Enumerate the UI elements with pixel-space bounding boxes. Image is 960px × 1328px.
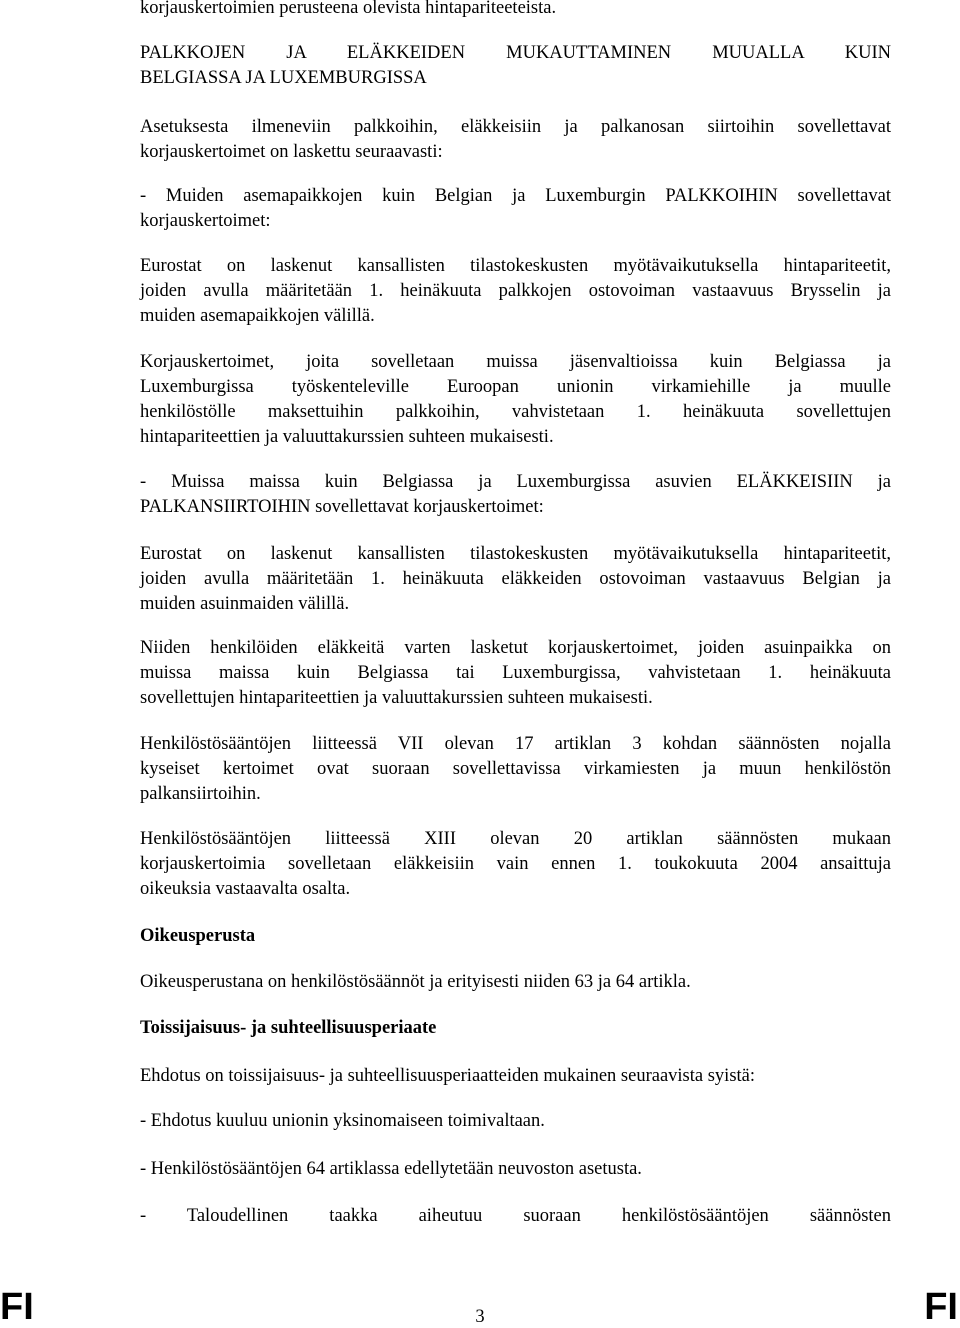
list-item: - Henkilöstösääntöjen 64 artiklassa edellytetään neuvoston asetusta. [140, 1159, 642, 1179]
text-line: Luxemburgissa työskenteleville Euroopan unionin virkamiehille ja muulle [140, 377, 891, 397]
text-line: oikeuksia vastaavalta osalta. [140, 879, 351, 899]
text-line: - Muiden asemapaikkojen kuin Belgian ja Luxemburgin PALKKOIHIN sovellettavat [140, 186, 891, 206]
text-line: korjauskertoimet on laskettu seuraavasti: [140, 142, 443, 162]
text-line: korjauskertoimia sovelletaan eläkkeisiin vain ennen 1. toukokuuta 2004 ansaittuja [140, 854, 891, 874]
text-line: Ehdotus on toissijaisuus- ja suhteellisuusperiaatteiden mukainen seuraavista syistä: [140, 1066, 756, 1086]
section-heading: BELGIASSA JA LUXEMBURGISSA [140, 68, 427, 88]
text-line: sovellettujen hintapariteettien ja valuuttakurssien suhteen mukaisesti. [140, 688, 653, 708]
text-line: kyseiset kertoimet ovat suoraan sovellettavissa virkamiesten ja muun henkilöstön [140, 759, 891, 779]
text-line: muiden asuinmaiden välillä. [140, 594, 350, 614]
list-item: - Taloudellinen taakka aiheutuu suoraan henkilöstösääntöjen säännösten [140, 1206, 891, 1226]
text-line: - Muissa maissa kuin Belgiassa ja Luxemburgissa asuvien ELÄKKEISIIN ja [140, 472, 891, 492]
footer-language-left: FI [0, 1286, 34, 1328]
text-line: joiden avulla määritetään 1. heinäkuuta palkkojen ostovoiman vastaavuus Brysselin ja [140, 281, 891, 301]
text-line: Eurostat on laskenut kansallisten tilastokeskusten myötävaikutuksella hintapariteetit, [140, 544, 891, 564]
text-line: muiden asemapaikkojen välillä. [140, 306, 375, 326]
text-line: Henkilöstösääntöjen liitteessä XIII olevan 20 artiklan säännösten mukaan [140, 829, 891, 849]
text-line: Korjauskertoimet, joita sovelletaan muissa jäsenvaltioissa kuin Belgiassa ja [140, 352, 891, 372]
text-line: palkansiirtoihin. [140, 784, 261, 804]
text-line: PALKANSIIRTOIHIN sovellettavat korjauskertoimet: [140, 497, 544, 517]
text-line: korjauskertoimien perusteena olevista hintapariteeteista. [140, 0, 557, 18]
text-line: henkilöstölle maksettuihin palkkoihin, vahvistetaan 1. heinäkuuta sovellettujen [140, 402, 891, 422]
text-line: Oikeusperustana on henkilöstösäännöt ja erityisesti niiden 63 ja 64 artikla. [140, 972, 691, 992]
list-item: - Ehdotus kuuluu unionin yksinomaiseen toimivaltaan. [140, 1111, 545, 1131]
heading-oikeusperusta: Oikeusperusta [140, 926, 256, 946]
page-number: 3 [475, 1307, 485, 1327]
section-heading: PALKKOJEN JA ELÄKKEIDEN MUKAUTTAMINEN MUUALLA KUIN [140, 43, 891, 63]
text-line: Henkilöstösääntöjen liitteessä VII olevan 17 artiklan 3 kohdan säännösten nojalla [140, 734, 891, 754]
text-line: hintapariteettien ja valuuttakurssien suhteen mukaisesti. [140, 427, 554, 447]
text-line: muissa maissa kuin Belgiassa tai Luxemburgissa, vahvistetaan 1. heinäkuuta [140, 663, 891, 683]
text-line: Asetuksesta ilmeneviin palkkoihin, eläkkeisiin ja palkanosan siirtoihin sovellettavat [140, 117, 891, 137]
text-line: Eurostat on laskenut kansallisten tilastokeskusten myötävaikutuksella hintapariteetit, [140, 256, 891, 276]
text-line: Niiden henkilöiden eläkkeitä varten lasketut korjauskertoimet, joiden asuinpaikka on [140, 638, 891, 658]
text-line: korjauskertoimet: [140, 211, 271, 231]
heading-toissijaisuus: Toissijaisuus- ja suhteellisuusperiaate [140, 1018, 437, 1038]
text-line: joiden avulla määritetään 1. heinäkuuta eläkkeiden ostovoiman vastaavuus Belgian ja [140, 569, 891, 589]
footer-language-right: FI [924, 1286, 958, 1328]
